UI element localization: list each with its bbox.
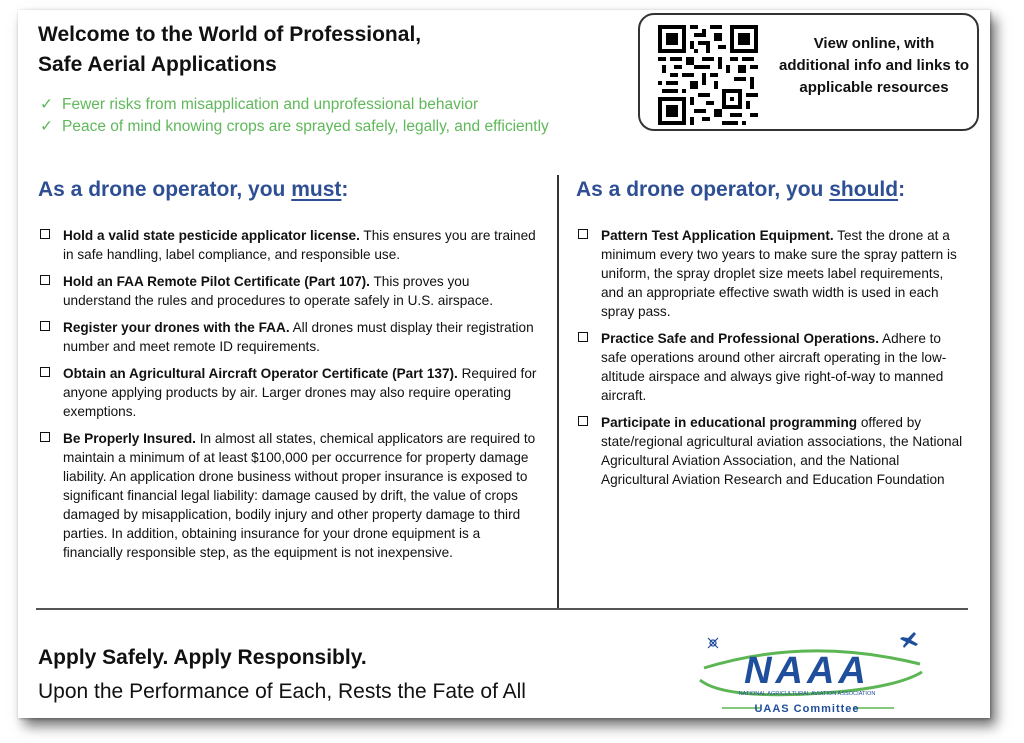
- must-checklist: [38, 226, 538, 570]
- tagline-primary: Apply Safely. Apply Responsibly.: [38, 646, 367, 669]
- tagline-secondary: Upon the Performance of Each, Rests the Fate of All: [38, 680, 526, 703]
- checkbox-icon[interactable]: [578, 416, 588, 426]
- item-text: Adhere to safe operations around other aircraft operating in the low-altitude airspace and always give right-of-way to manned aircraft.: [601, 331, 947, 403]
- checklist-item: [38, 318, 538, 356]
- page-title: [38, 20, 598, 80]
- should-heading-prefix: As a drone operator, you: [576, 178, 830, 201]
- item-text: In almost all states, chemical applicators are required to maintain a minimum of at least $100,000 per occurrence for property damage liability. An application drone business without proper insurance is exposed to significant financial legal liability: damage caused by drift, the value of crops damaged by misapplication, bodily injury and other property damage to third parties. In addition, obtaining insurance for your drone equipment is a financially responsible step, as the equipment is not inexpensive.: [63, 431, 536, 560]
- checkbox-icon[interactable]: [40, 367, 50, 377]
- footer-divider: [36, 608, 968, 610]
- should-heading-suffix: :: [898, 178, 906, 201]
- item-lead: Hold an FAA Remote Pilot Certificate (Part 107).: [63, 274, 370, 289]
- checklist-item: [576, 329, 968, 405]
- check-icon: ✓: [40, 118, 53, 135]
- qr-code-icon[interactable]: [658, 25, 758, 125]
- title-line-2: Safe Aerial Applications: [38, 53, 277, 76]
- airplane-icon: [900, 632, 918, 648]
- checkbox-icon[interactable]: [40, 432, 50, 442]
- item-lead: Practice Safe and Professional Operations.: [601, 331, 880, 346]
- benefit-item: [40, 116, 640, 138]
- item-lead: Register your drones with the FAA.: [63, 320, 290, 335]
- must-heading: [38, 178, 348, 202]
- title-line-1: Welcome to the World of Professional,: [38, 23, 422, 46]
- must-heading-suffix: :: [341, 178, 349, 201]
- item-lead: Pattern Test Application Equipment.: [601, 228, 834, 243]
- item-lead: Be Properly Insured.: [63, 431, 196, 446]
- checkbox-icon[interactable]: [578, 229, 588, 239]
- column-divider: [557, 175, 559, 608]
- should-keyword: should: [829, 178, 899, 201]
- checklist-item: [576, 413, 968, 489]
- item-text: Required for anyone applying products by air. Larger drones may also require operating exemptions.: [63, 366, 537, 419]
- item-text: All drones must display their registration number and meet remote ID requirements.: [63, 320, 534, 354]
- flyer-card: [18, 10, 990, 718]
- checkbox-icon[interactable]: [578, 332, 588, 342]
- benefit-text: Fewer risks from misapplication and unprofessional behavior: [62, 96, 479, 113]
- check-icon: ✓: [40, 96, 53, 113]
- view-online-panel[interactable]: [638, 13, 979, 131]
- item-text: offered by state/regional agricultural aviation associations, the National Agricultural Aviation Association, and the National Agricultural Aviation Research and Education Foundation: [601, 415, 963, 487]
- item-text: This ensures you are trained in safe handling, label compliance, and responsible use.: [63, 228, 536, 262]
- checkbox-icon[interactable]: [40, 321, 50, 331]
- item-lead: Obtain an Agricultural Aircraft Operator Certificate (Part 137).: [63, 366, 458, 381]
- checklist-item: [38, 429, 538, 562]
- item-lead: Hold a valid state pesticide applicator license.: [63, 228, 360, 243]
- should-checklist: [576, 226, 968, 497]
- logo-wordmark: NAAA: [744, 650, 870, 692]
- must-heading-prefix: As a drone operator, you: [38, 178, 292, 201]
- item-text: Test the drone at a minimum every two years to make sure the spray pattern is uniform, the spray droplet size meets label requirements, and an appropriate effective swath width is used in each spray pass.: [601, 228, 957, 319]
- drone-icon: [708, 638, 718, 648]
- checkbox-icon[interactable]: [40, 275, 50, 285]
- view-online-text: View online, with additional info and links to applicable resources: [779, 35, 969, 96]
- naaa-logo: [682, 628, 932, 714]
- should-heading: [576, 178, 905, 202]
- benefits-list: [40, 94, 640, 138]
- checklist-item: [38, 364, 538, 421]
- checklist-item: [576, 226, 968, 321]
- must-keyword: must: [291, 178, 342, 201]
- logo-committee: UAAS Committee: [754, 703, 860, 714]
- item-text: This proves you understand the rules and procedures to operate safely in U.S. airspace.: [63, 274, 493, 308]
- benefit-text: Peace of mind knowing crops are sprayed safely, legally, and efficiently: [62, 118, 549, 135]
- checklist-item: [38, 272, 538, 310]
- item-lead: Participate in educational programming: [601, 415, 858, 430]
- benefit-item: [40, 94, 640, 116]
- logo-subtitle: NATIONAL AGRICULTURAL AVIATION ASSOCIATION: [738, 691, 876, 697]
- checkbox-icon[interactable]: [40, 229, 50, 239]
- checklist-item: [38, 226, 538, 264]
